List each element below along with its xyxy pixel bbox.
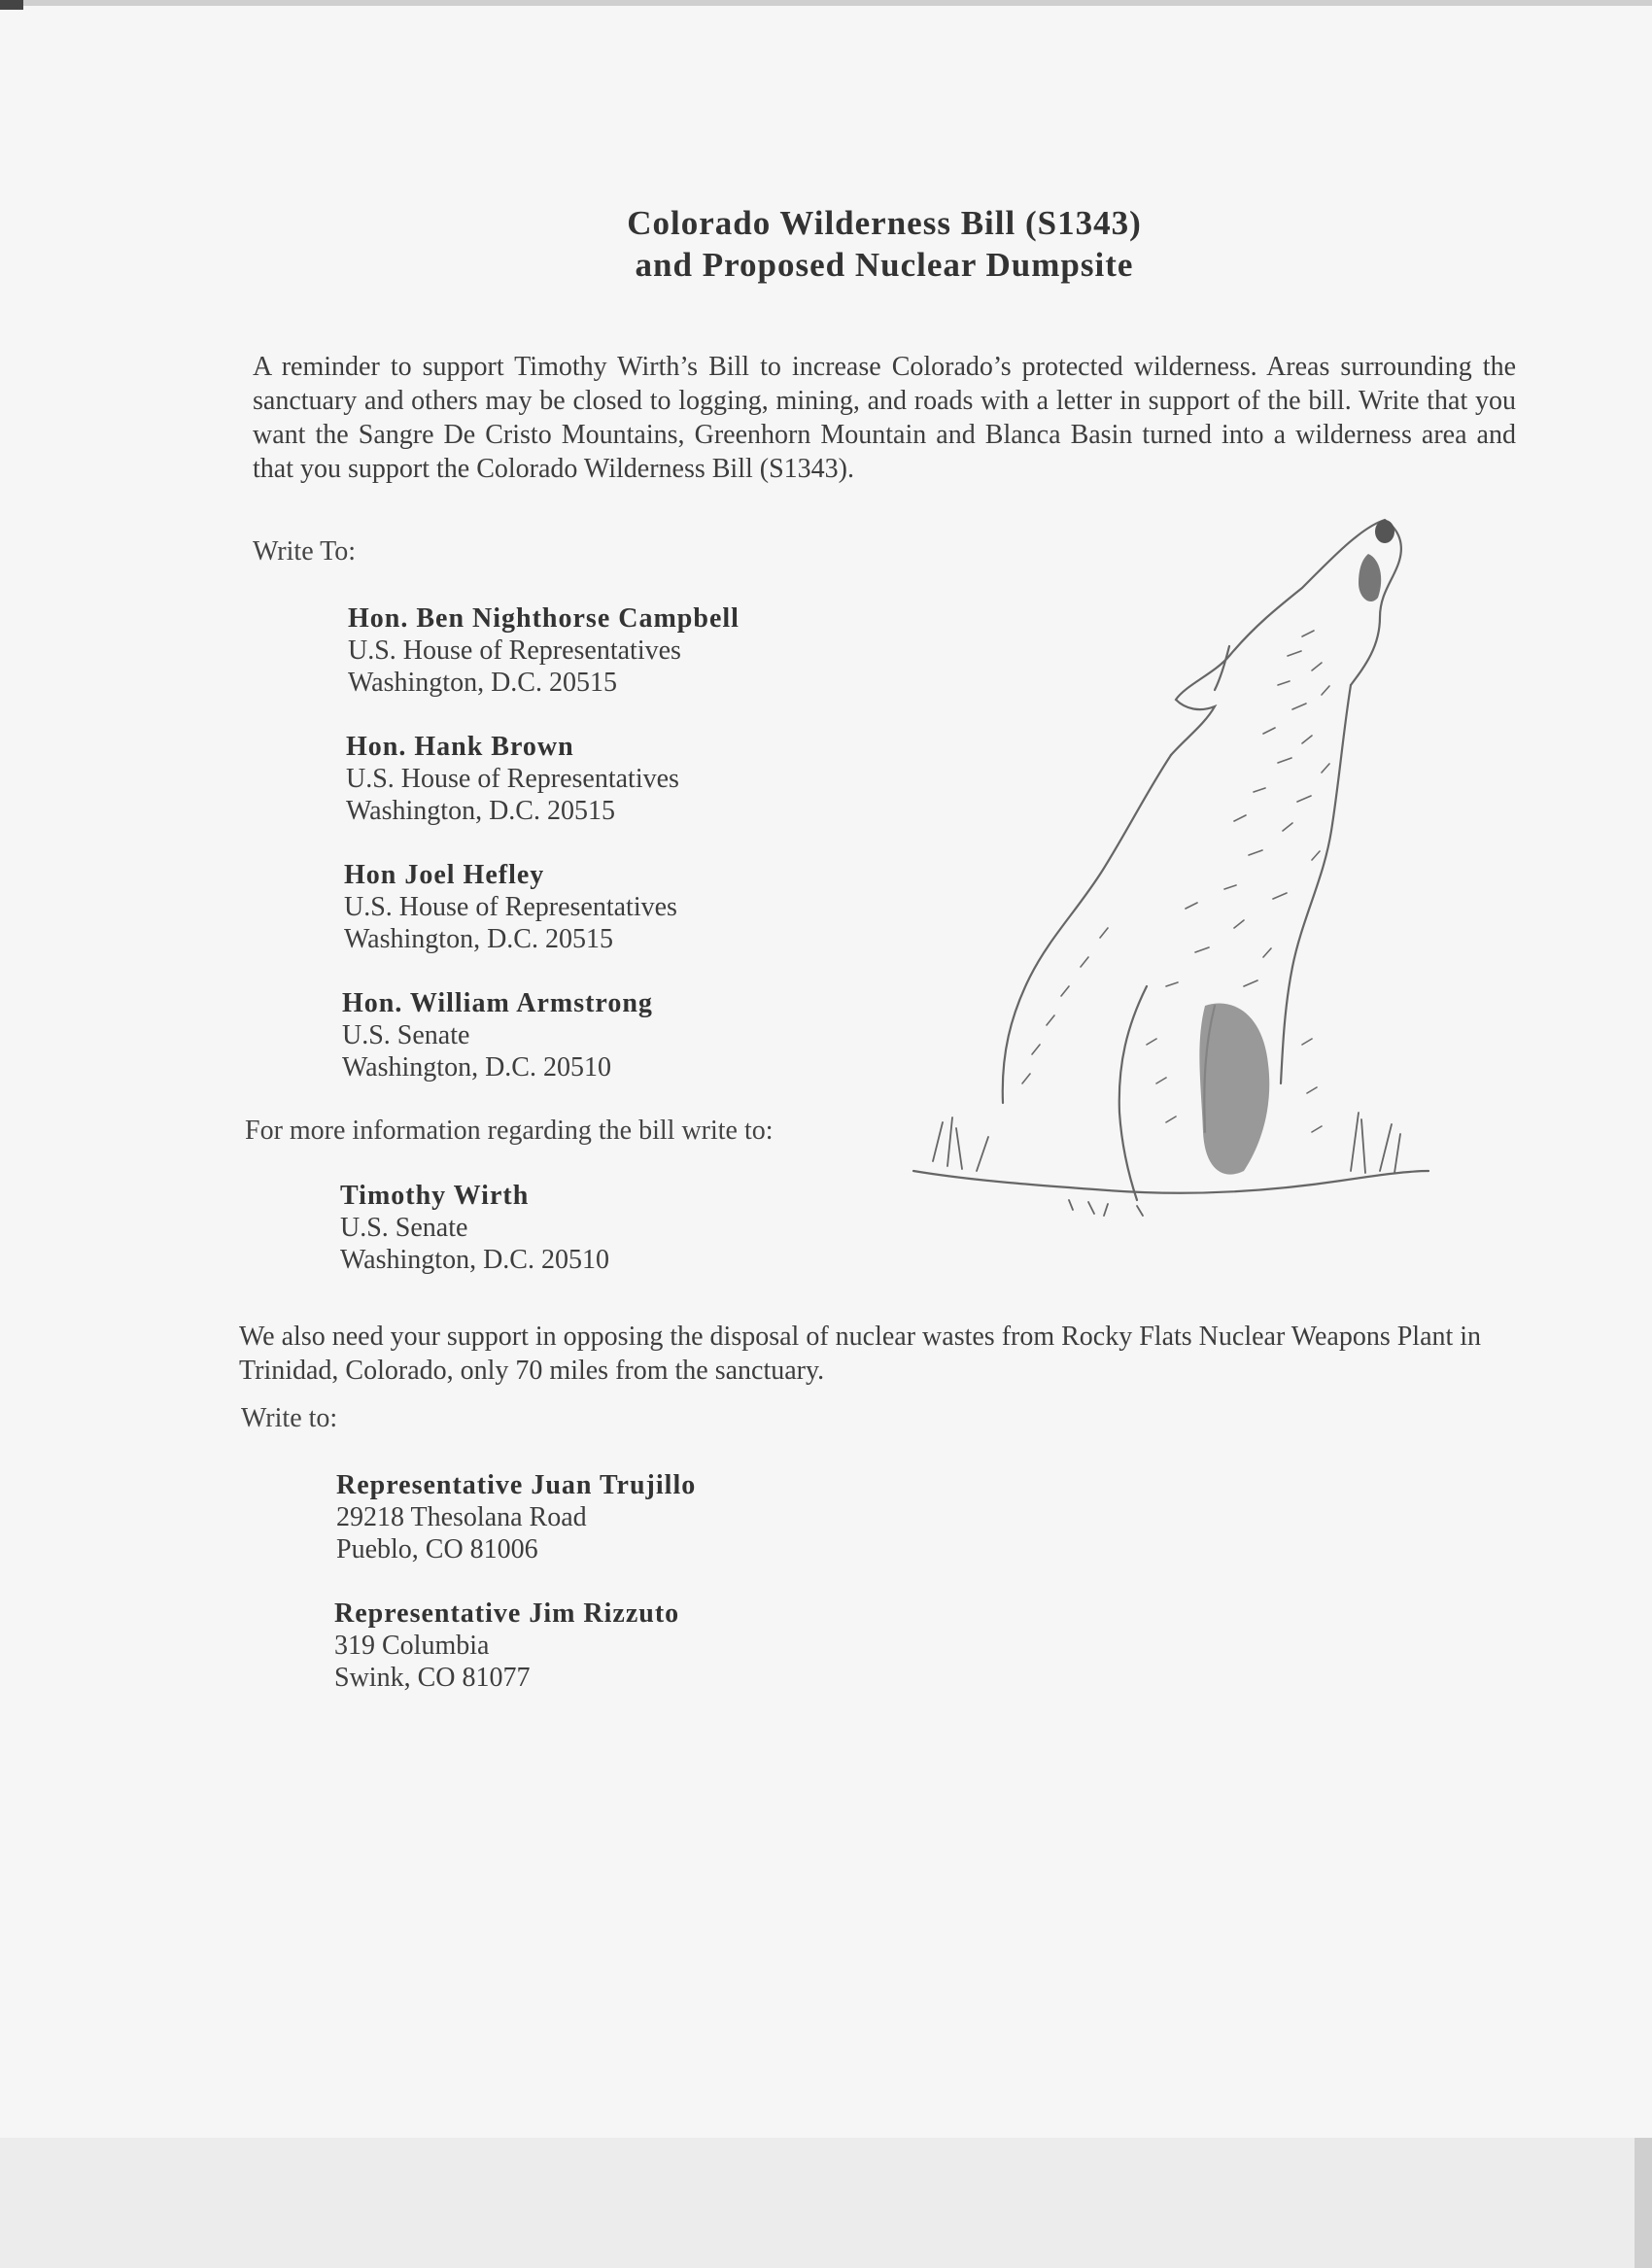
info-contact-block xyxy=(340,1180,609,1276)
write-to-label-2: Write to: xyxy=(241,1403,338,1433)
representative-name: Representative Juan Trujillo xyxy=(336,1470,697,1500)
recipient-line-1: U.S. Senate xyxy=(342,1020,470,1050)
nuclear-paragraph: We also need your support in opposing the disposal of nuclear wastes from Rocky Flats Nuclear Weapons Plant in Trinidad, Colorado, only 70 miles from the sanctuary. xyxy=(239,1322,1482,1386)
title-line-1: Colorado Wilderness Bill (S1343) xyxy=(627,204,1142,242)
recipient-line-1: U.S. House of Representatives xyxy=(344,892,677,922)
howling-wolf-illustration xyxy=(894,500,1438,1278)
address-block xyxy=(342,987,653,1083)
recipient-name: Hon. William Armstrong xyxy=(342,988,653,1018)
recipient-line-2: Washington, D.C. 20515 xyxy=(346,796,615,826)
recipient-name: Hon. Hank Brown xyxy=(346,732,574,762)
scan-right-edge xyxy=(1635,2138,1652,2268)
representative-name: Representative Jim Rizzuto xyxy=(334,1598,680,1629)
representative-block xyxy=(334,1598,679,1694)
page-bottom-band xyxy=(0,2138,1652,2268)
page-top-edge xyxy=(0,0,1652,6)
recipient-line-1: U.S. House of Representatives xyxy=(346,764,679,794)
document-title xyxy=(466,202,1302,286)
representative-line-1: 29218 Thesolana Road xyxy=(336,1502,587,1532)
address-block xyxy=(344,859,677,955)
representative-line-2: Swink, CO 81077 xyxy=(334,1663,531,1693)
recipient-line-2: Washington, D.C. 20510 xyxy=(342,1052,611,1082)
recipient-line-2: Washington, D.C. 20515 xyxy=(344,924,613,954)
title-line-2: and Proposed Nuclear Dumpsite xyxy=(635,246,1134,284)
recipient-line-2: Washington, D.C. 20515 xyxy=(348,668,617,698)
recipient-name: Hon. Ben Nighthorse Campbell xyxy=(348,603,740,634)
representative-block xyxy=(336,1469,696,1565)
address-block xyxy=(348,602,740,699)
contact-line-1: U.S. Senate xyxy=(340,1213,468,1243)
recipient-line-1: U.S. House of Representatives xyxy=(348,636,681,666)
intro-paragraph: A reminder to support Timothy Wirth’s Bill to increase Colorado’s protected wilderness. Areas surrounding the sanctuary and others may be closed to logging, mining, and roads with a letter in support of the bill. Write that you want the Sangre De Cristo Mountains, Greenhorn Mountain and Blanca Basin turned into a wilderness area and that you support the Colorado Wilderness Bill (S1343). xyxy=(253,352,1516,484)
address-block xyxy=(346,731,679,827)
representative-line-1: 319 Columbia xyxy=(334,1631,490,1661)
recipient-name: Hon Joel Hefley xyxy=(344,860,545,890)
contact-name: Timothy Wirth xyxy=(340,1181,530,1211)
more-info-label: For more information regarding the bill write to: xyxy=(245,1116,774,1146)
representative-line-2: Pueblo, CO 81006 xyxy=(336,1534,538,1564)
write-to-label: Write To: xyxy=(253,536,357,567)
scan-corner-mark xyxy=(0,0,23,10)
contact-line-2: Washington, D.C. 20510 xyxy=(340,1245,609,1275)
